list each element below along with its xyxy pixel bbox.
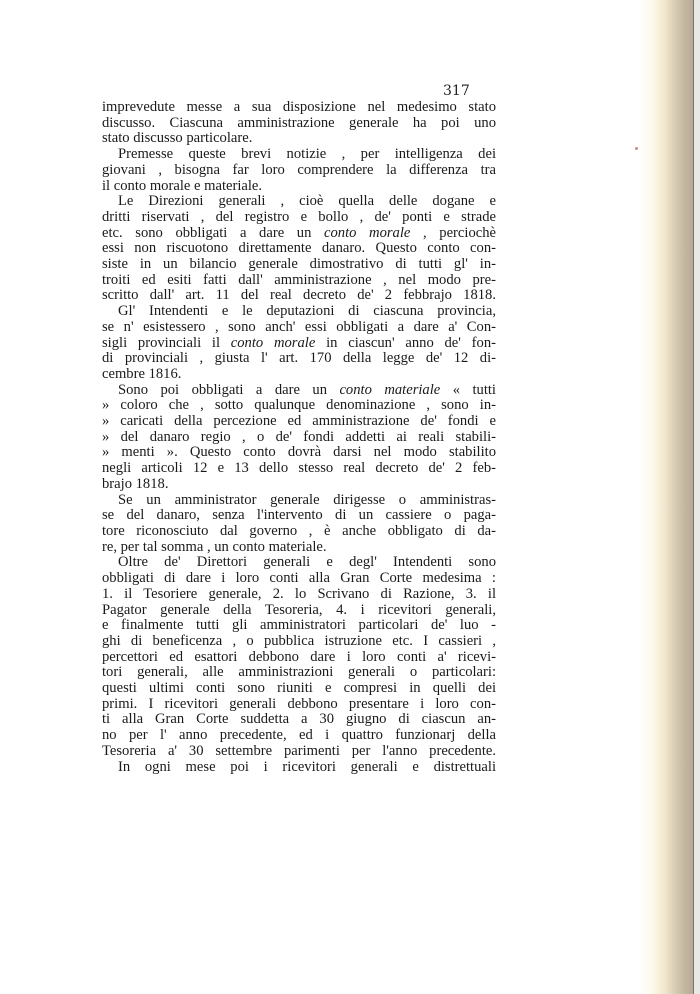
text-line	[102, 398, 496, 414]
text-line	[102, 728, 496, 744]
text-run: cembre 1816.	[102, 365, 182, 382]
text-line	[102, 226, 496, 242]
scan-edge	[693, 0, 700, 994]
text-line	[102, 179, 496, 195]
text-run: Se un amministrator generale dirigesse o amministras-	[118, 491, 496, 508]
text-run: tore riconosciuto dal governo , è anche obbligato di da-	[102, 522, 496, 539]
text-line	[102, 194, 496, 210]
text-line	[102, 116, 496, 132]
page-number: 317	[443, 83, 470, 99]
text-line	[102, 571, 496, 587]
text-run: se n' esistessero , sono anch' essi obbligati a dare a' Con-	[102, 318, 496, 335]
text-line	[102, 508, 496, 524]
text-run: stato discusso particolare.	[102, 130, 253, 147]
paper-speck	[635, 147, 638, 150]
text-run: Le Direzioni generali , cioè quella delle dogane e	[118, 193, 496, 210]
text-line	[102, 320, 496, 336]
text-line	[102, 618, 496, 634]
text-line	[102, 445, 496, 461]
text-run: Oltre de' Direttori generali e degl' Intendenti sono	[118, 554, 496, 571]
text-line	[102, 367, 496, 383]
text-line	[102, 650, 496, 666]
text-line	[102, 744, 496, 760]
text-line	[102, 304, 496, 320]
text-line	[102, 288, 496, 304]
text-run: etc. sono obbligati a dare un	[102, 224, 324, 241]
text-line	[102, 712, 496, 728]
text-run: in ciascun' anno de' fon-	[315, 334, 496, 351]
text-run: , perciochè	[410, 224, 496, 241]
text-run: Gl' Intendenti e le deputazioni di ciascuna provincia,	[118, 303, 496, 320]
text-line	[102, 210, 496, 226]
text-run: siste in un bilancio generale dimostrativo di tutti gl' in-	[102, 256, 496, 273]
text-line	[102, 634, 496, 650]
italic-term: conto morale	[230, 334, 316, 351]
text-run: 1. il Tesoriere generale, 2. lo Scrivano di Razione, 3. il	[102, 585, 496, 602]
text-run: se del danaro, senza l'intervento di un cassiere o paga-	[102, 507, 496, 524]
text-line	[102, 336, 496, 352]
text-run: brajo 1818.	[102, 475, 169, 492]
text-run: ti alla Gran Corte suddetta a 30 giugno di ciascun an-	[102, 711, 496, 728]
text-run: primi. I ricevitori generali debbono presentare i loro con-	[102, 695, 496, 712]
body-text	[102, 100, 496, 775]
text-line	[102, 665, 496, 681]
text-run: essi non riscuotono direttamente danaro. Questo conto con-	[102, 240, 496, 257]
text-run: obbligati di dare i loro conti alla Gran Corte medesima :	[102, 570, 496, 587]
text-line	[102, 241, 496, 257]
text-line	[102, 760, 496, 776]
text-run: « tutti	[440, 381, 496, 398]
text-line	[102, 273, 496, 289]
text-line	[102, 414, 496, 430]
italic-term: conto morale	[324, 224, 411, 241]
text-run: tori generali, alle amministrazioni generali o particolari:	[102, 664, 496, 681]
text-run: troiti ed esiti fatti dall' amministrazione , nel modo pre-	[102, 271, 496, 288]
text-line	[102, 603, 496, 619]
text-line	[102, 477, 496, 493]
text-line	[102, 131, 496, 147]
text-run: Sono poi obbligati a dare un	[118, 381, 340, 398]
text-line	[102, 351, 496, 367]
text-line	[102, 681, 496, 697]
text-run: ghi di beneficenza , o pubblica istruzione etc. I cassieri ,	[102, 632, 496, 649]
text-line	[102, 100, 496, 116]
text-run: il conto morale e materiale.	[102, 177, 263, 194]
text-line	[102, 540, 496, 556]
text-line	[102, 257, 496, 273]
text-run: percettori ed esattori debbono dare i loro conti a' ricevi-	[102, 648, 496, 665]
text-run: di provinciali , giusta l' art. 170 della legge de' 12 di-	[102, 350, 496, 367]
text-line	[102, 430, 496, 446]
text-line	[102, 587, 496, 603]
text-run: negli articoli 12 e 13 dello stesso real decreto de' 2 feb-	[102, 460, 496, 477]
text-run: » coloro che , sotto qualunque denominazione , sono in-	[102, 397, 496, 414]
text-run: » caricati della percezione ed amministrazione de' fondi e	[102, 413, 496, 430]
text-line	[102, 524, 496, 540]
text-run: e finalmente tutti gli amministratori particolari de' luo -	[102, 617, 496, 634]
text-run: questi ultimi conti sono riuniti e compresi in quelli dei	[102, 680, 496, 697]
text-run: Pagator generale della Tesoreria, 4. i ricevitori generali,	[102, 601, 496, 618]
text-run: giovani , bisogna far loro comprendere la differenza tra	[102, 161, 496, 178]
text-line	[102, 697, 496, 713]
text-run: discusso. Ciascuna amministrazione generale ha poi uno	[102, 114, 496, 131]
text-run: » menti ». Questo conto dovrà darsi nel modo stabilito	[102, 444, 496, 461]
text-run: Premesse queste brevi notizie , per intelligenza dei	[118, 146, 496, 163]
text-run: re, per tal somma , un conto materiale.	[102, 538, 327, 555]
text-run: Tesoreria a' 30 settembre parimenti per l'anno precedente.	[102, 742, 496, 759]
text-run: no per l' anno precedente, ed i quattro funzionarj della	[102, 727, 496, 744]
italic-term: conto materiale	[339, 381, 441, 398]
text-run: imprevedute messe a sua disposizione nel medesimo stato	[102, 99, 496, 115]
text-line	[102, 147, 496, 163]
text-run: » del danaro regio , o de' fondi addetti ai reali stabili-	[102, 428, 496, 445]
text-run: sigli provinciali il	[102, 334, 231, 351]
text-line	[102, 493, 496, 509]
text-run: dritti riservati , del registro e bollo , de' ponti e strade	[102, 208, 496, 225]
book-spine-shadow	[638, 0, 700, 994]
text-line	[102, 555, 496, 571]
text-line	[102, 461, 496, 477]
text-line	[102, 163, 496, 179]
text-run: In ogni mese poi i ricevitori generali e distrettuali	[118, 758, 496, 775]
text-run: scritto dall' art. 11 del real decreto de' 2 febbrajo 1818.	[102, 287, 496, 304]
text-line	[102, 383, 496, 399]
